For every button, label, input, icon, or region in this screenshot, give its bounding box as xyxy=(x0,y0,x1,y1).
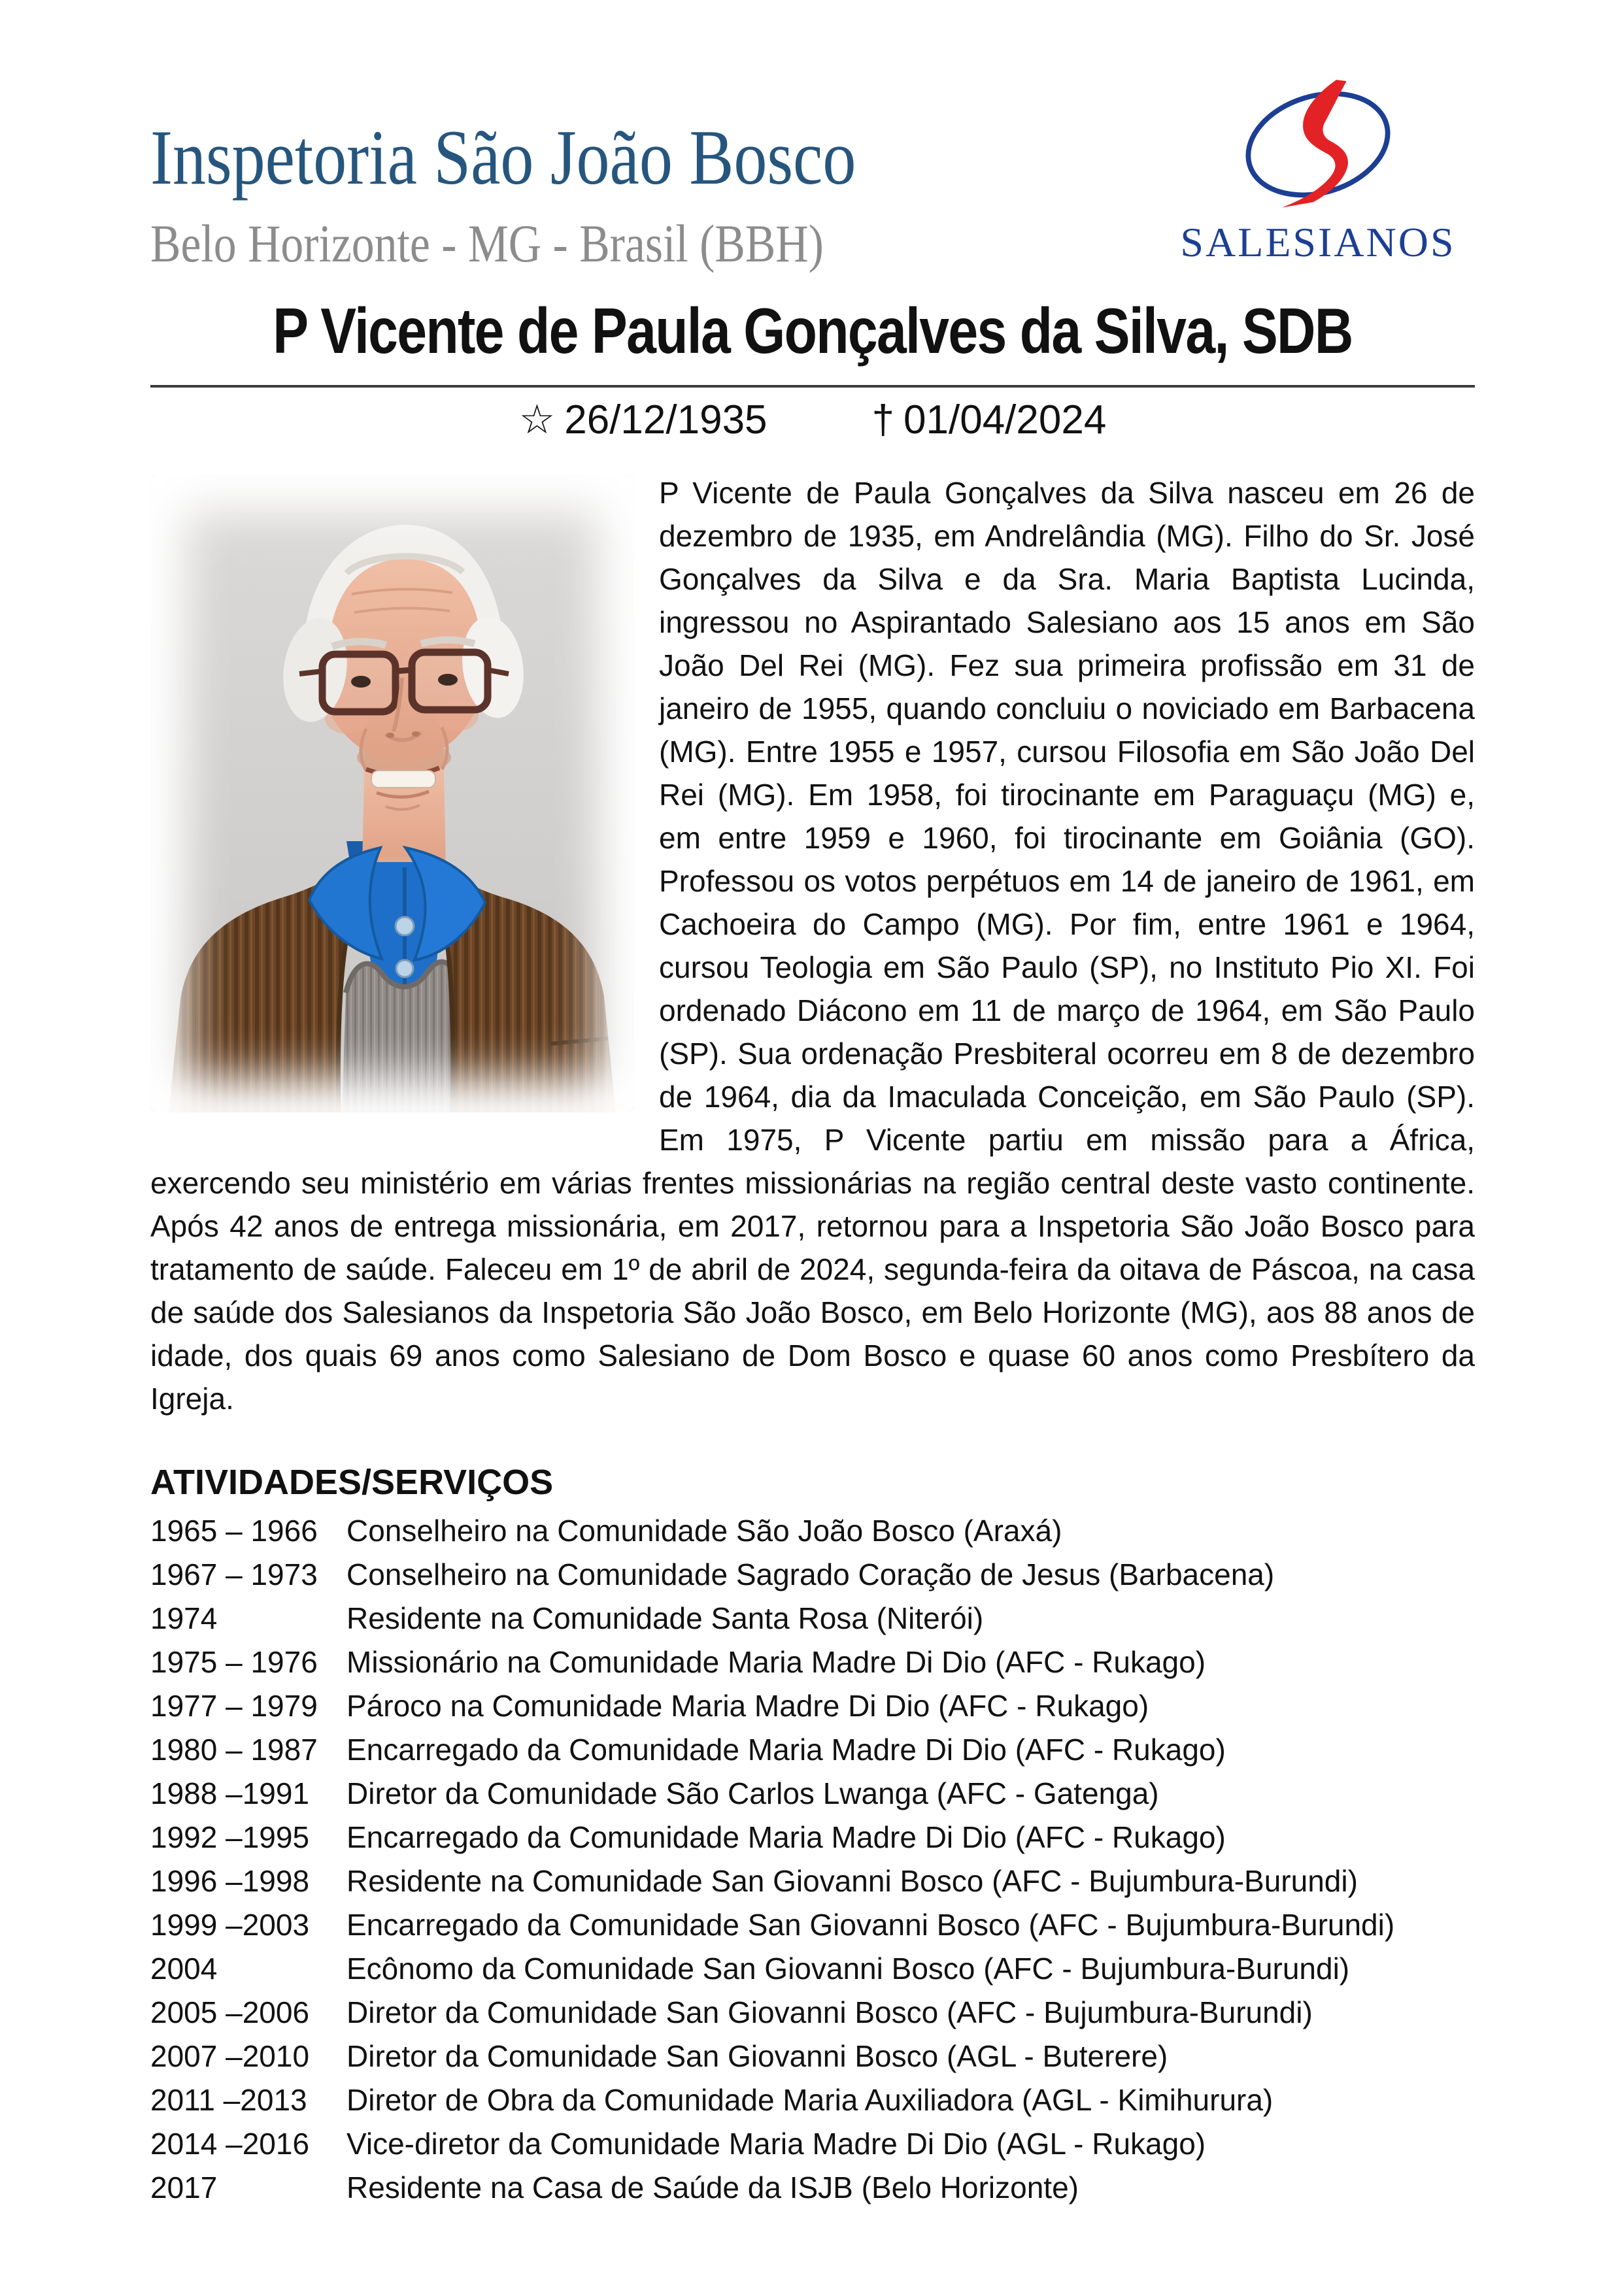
portrait-illustration xyxy=(150,475,634,1112)
activity-row xyxy=(150,1772,1475,1816)
death-date xyxy=(872,398,1107,442)
death-dagger-icon: † xyxy=(871,397,895,443)
activity-row xyxy=(150,1640,1475,1684)
activity-row xyxy=(150,1903,1475,1947)
activity-years: 1965 – 1966 xyxy=(150,1514,318,1548)
activity-description: Pároco na Comunidade Maria Madre Di Dio (AFC - Rukago) xyxy=(346,1689,1149,1723)
activity-row xyxy=(150,1597,1475,1640)
activity-description: Ecônomo da Comunidade San Giovanni Bosco (AFC - Bujumbura-Burundi) xyxy=(346,1952,1350,1986)
activity-description: Missionário na Comunidade Maria Madre Di Dio (AFC - Rukago) xyxy=(346,1645,1206,1680)
death-date-value: 01/04/2024 xyxy=(903,397,1107,443)
birth-date xyxy=(519,398,768,442)
activity-description: Encarregado da Comunidade Maria Madre Di Dio (AFC - Rukago) xyxy=(346,1820,1226,1855)
activities-section xyxy=(150,1462,1475,2210)
activity-row xyxy=(150,1684,1475,1728)
birth-date-value: 26/12/1935 xyxy=(564,397,768,443)
activity-years: 1977 – 1979 xyxy=(150,1689,318,1723)
activity-years: 1980 – 1987 xyxy=(150,1733,318,1767)
activity-years: 1967 – 1973 xyxy=(150,1557,318,1592)
person-name-title xyxy=(150,294,1475,368)
activity-description: Conselheiro na Comunidade Sagrado Coração de Jesus (Barbacena) xyxy=(346,1557,1275,1592)
biography-text: P Vicente de Paula Gonçalves da Silva nasceu em 26 de dezembro de 1935, em Andrelândia (MG). Filho do Sr. José Gonçalves da Silva e da Sra. Maria Baptista Lucinda, ingressou no Aspirantado Salesiano aos 15 anos em São João Del Rei (MG). Fez sua primeira profissão em 31 de janeiro de 1955, quando concluiu o noviciado em Barbacena (MG). Entre 1955 e 1957, cursou Filosofia em São João Del Rei (MG). Em 1958, foi tirocinante em Paraguaçu (MG) e, em entre 1959 e 1960, foi tirocinante em Goiânia (GO). Professou os votos perpétuos em 14 de janeiro de 1961, em Cachoeira do Campo (MG). Por fim, entre 1961 e 1964, cursou Teologia em São Paulo (SP), no Instituto Pio XI. Foi ordenado Diácono em 11 de março de 1964, em São Paulo (SP). Sua ordenação Presbiteral ocorreu em 8 de dezembro de 1964, dia da Imaculada Conceição, em São Paulo (SP). Em 1975, P Vicente partiu em missão para a África, exercendo seu ministério em várias frentes missionárias na região central deste vasto continente. Após 42 anos de entrega missionária, em 2017, retornou para a Inspetoria São João Bosco para tratamento de saúde. Faleceu em 1º de abril de 2024, segunda-feira da oitava de Páscoa, na casa de saúde dos Salesianos da Inspetoria São João Bosco, em Belo Horizonte (MG), aos 88 anos de idade, dos quais 69 anos como Salesiano de Dom Bosco e quase 60 anos como Presbítero da Igreja. xyxy=(150,476,1475,1416)
activity-row xyxy=(150,2078,1475,2122)
activity-row xyxy=(150,1816,1475,1859)
activity-row xyxy=(150,1991,1475,2035)
activity-row xyxy=(150,2122,1475,2166)
activity-years: 1974 xyxy=(150,1601,218,1636)
org-name: Inspetoria São João Bosco xyxy=(150,114,856,201)
activity-row xyxy=(150,1509,1475,1553)
activity-description: Diretor de Obra da Comunidade Maria Auxiliadora (AGL - Kimihurura) xyxy=(346,2083,1274,2118)
activity-description: Conselheiro na Comunidade São João Bosco (Araxá) xyxy=(346,1514,1062,1548)
life-dates xyxy=(150,398,1475,442)
activity-description: Residente na Comunidade Santa Rosa (Niterói) xyxy=(346,1601,984,1636)
salesianos-emblem-icon xyxy=(1233,78,1403,214)
portrait-photo xyxy=(150,475,634,1112)
salesianos-logo xyxy=(1161,78,1475,267)
activity-years: 2005 –2006 xyxy=(150,1995,310,2030)
person-name-text: P Vicente de Paula Gonçalves da Silva, SDB xyxy=(273,295,1353,367)
activity-years: 2017 xyxy=(150,2171,218,2205)
org-location: Belo Horizonte - MG - Brasil (BBH) xyxy=(150,214,824,273)
activity-description: Residente na Casa de Saúde da ISJB (Belo Horizonte) xyxy=(346,2171,1079,2205)
activity-row xyxy=(150,2166,1475,2210)
activity-years: 1999 –2003 xyxy=(150,1908,310,1942)
activity-description: Residente na Comunidade San Giovanni Bosco (AFC - Bujumbura-Burundi) xyxy=(346,1864,1358,1899)
activity-row xyxy=(150,1728,1475,1772)
activity-row xyxy=(150,1859,1475,1903)
activity-description: Encarregado da Comunidade Maria Madre Di Dio (AFC - Rukago) xyxy=(346,1733,1226,1767)
activity-row xyxy=(150,1553,1475,1597)
activity-row xyxy=(150,2035,1475,2078)
salesianos-wordmark: SALESIANOS xyxy=(1180,219,1456,265)
activity-years: 2014 –2016 xyxy=(150,2127,310,2161)
activity-years: 2007 –2010 xyxy=(150,2039,310,2074)
activity-years: 1996 –1998 xyxy=(150,1864,310,1899)
activity-description: Diretor da Comunidade San Giovanni Bosco (AGL - Buterere) xyxy=(346,2039,1168,2074)
activity-description: Encarregado da Comunidade San Giovanni Bosco (AFC - Bujumbura-Burundi) xyxy=(346,1908,1395,1942)
activity-description: Diretor da Comunidade São Carlos Lwanga (AFC - Gatenga) xyxy=(346,1776,1159,1811)
activity-row xyxy=(150,1947,1475,1991)
activity-description: Diretor da Comunidade San Giovanni Bosco (AFC - Bujumbura-Burundi) xyxy=(346,1995,1313,2030)
activities-list xyxy=(150,1509,1475,2210)
activity-years: 2004 xyxy=(150,1952,218,1986)
divider-rule xyxy=(150,385,1475,388)
masthead xyxy=(150,78,1475,272)
activity-description: Vice-diretor da Comunidade Maria Madre Di Dio (AGL - Rukago) xyxy=(346,2127,1206,2161)
activity-years: 1975 – 1976 xyxy=(150,1645,318,1680)
birth-star-icon: ☆ xyxy=(518,397,556,443)
activity-years: 2011 –2013 xyxy=(150,2083,307,2118)
organization-block xyxy=(150,116,981,272)
biography-section xyxy=(150,471,1475,1420)
activity-years: 1992 –1995 xyxy=(150,1820,310,1855)
activity-years: 1988 –1991 xyxy=(150,1776,310,1811)
activities-heading: ATIVIDADES/SERVIÇOS xyxy=(150,1463,554,1503)
